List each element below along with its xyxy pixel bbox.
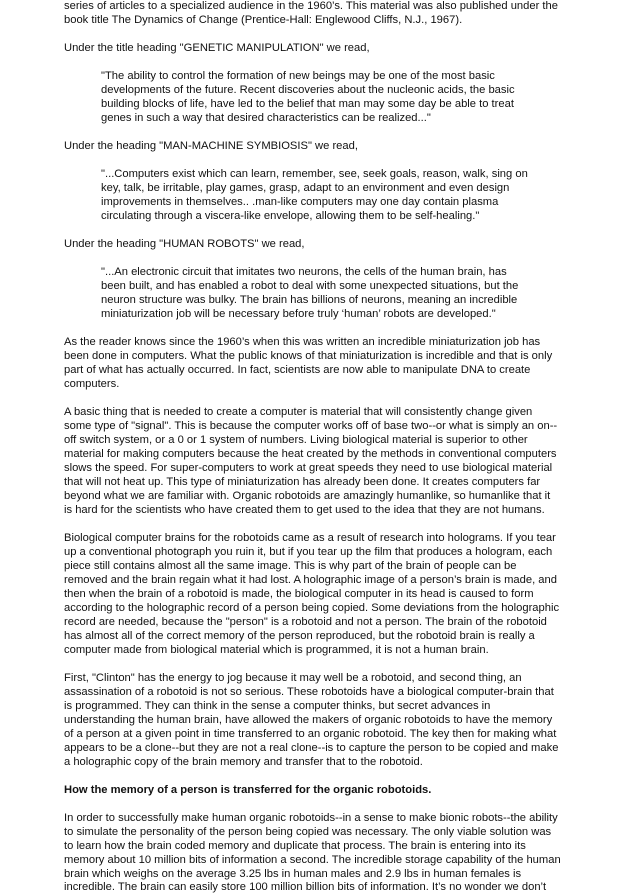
paragraph-line: record are needed, because the "person" is a robotoid and not a person. The brain of the robotoid <box>64 616 547 628</box>
paragraph-line: appears to be a clone--but they are not a real clone--is to capture the person to be copied and make <box>64 742 559 754</box>
paragraph-line: a holographic copy of the brain memory and transfer that to the robotoid. <box>64 756 423 768</box>
quote-line: developments of the future. Recent discoveries about the nucleonic acids, the basic <box>101 84 515 96</box>
paragraph-line: has almost all of the correct memory of the person reproduced, but the robotoid brain is really a <box>64 630 535 642</box>
paragraph-line: that will not heat up. This type of miniaturization has already been done. It creates computers far <box>64 476 541 488</box>
paragraph-line: memory about 10 million bits of information a second. The incredible storage capability of the human <box>64 854 561 866</box>
paragraph-line: Biological computer brains for the robotoids came as a result of research into holograms. If you tear <box>64 532 556 544</box>
paragraph-line: A basic thing that is needed to create a computer is material that will consistently change given <box>64 406 533 418</box>
quote-line: been built, and has enabled a robot to deal with some unexpected situations, but the <box>101 280 519 292</box>
paragraph-line: material for making computers because the heat created by the methods in conventional computers <box>64 448 557 460</box>
paragraph-line: piece still contains almost all the same image. This is why part of the brain of people can be <box>64 560 517 572</box>
paragraph-line: assassination of a robotoid is not so serious. These robotoids have a biological computer-brain that <box>64 686 554 698</box>
paragraph-line: is hard for the scientists who have created them to get used to the idea that they are not humans. <box>64 504 545 516</box>
paragraph-line: to learn how the brain coded memory and duplicate that process. The brain is entering into its <box>64 840 526 852</box>
paragraph-line: off switch system, or a 0 or 1 system of numbers. Living biological material is superior to other <box>64 434 528 446</box>
paragraph-line: of a person at a given point in time transferred to an organic robotoid. The key then for making what <box>64 728 557 740</box>
paragraph-line: computers. <box>64 378 120 390</box>
quote-line: genes in such a way that desired characteristics can be realized..." <box>101 112 431 124</box>
paragraph-line: then when the brain of a robotoid is made, the biological computer in its head is caused to form <box>64 588 534 600</box>
quote-line: "...Computers exist which can learn, remember, see, seek goals, reason, walk, sing on <box>101 168 528 180</box>
section-heading: How the memory of a person is transferred for the organic robotoids. <box>64 784 432 796</box>
paragraph-line: In order to successfully make human organic robotoids--in a sense to make bionic robots--the ability <box>64 812 558 824</box>
paragraph-line: to simulate the personality of the person being copied was necessary. The only viable solution was <box>64 826 552 838</box>
quote-line: circulating through a viscera-like envelope, allowing them to be self-healing." <box>101 210 480 222</box>
intro-line: series of articles to a specialized audience in the 1960’s. This material was also published under the <box>64 0 558 12</box>
heading-robots: Under the heading "HUMAN ROBOTS" we read, <box>64 238 305 250</box>
quote-line: "The ability to control the formation of new beings may be one of the most basic <box>101 70 495 82</box>
paragraph-line: been done in computers. What the public knows of that miniaturization is incredible and that is only <box>64 350 553 362</box>
heading-genetic: Under the title heading "GENETIC MANIPULATION" we read, <box>64 42 370 54</box>
paragraph-line: some type of "signal". This is because the computer works off of base two--or what is simply an on-- <box>64 420 558 432</box>
quote-line: improvements in themselves.. .man-like computers may one day contain plasma <box>101 196 499 208</box>
quote-line: neuron structure was bulky. The brain has billions of neurons, meaning an incredible <box>101 294 518 306</box>
heading-symbiosis: Under the heading "MAN-MACHINE SYMBIOSIS" we read, <box>64 140 358 152</box>
paragraph-line: brain which weighs on the average 3.25 lbs in human males and 2.9 lbs in human females is <box>64 868 522 880</box>
quote-line: miniaturization job will be necessary before truly ‘human’ robots are developed." <box>101 308 496 320</box>
paragraph-line: slows the speed. For super-computers to work at great speeds they need to use biological material <box>64 462 553 474</box>
intro-line: book title The Dynamics of Change (Prentice-Hall: Englewood Cliffs, N.J., 1967). <box>64 14 463 26</box>
paragraph-line: computer made from biological material which is programmed, it is not a human brain. <box>64 644 489 656</box>
quote-line: key, talk, be irritable, play games, grasp, adapt to an environment and even design <box>101 182 510 194</box>
quote-line: "...An electronic circuit that imitates two neurons, the cells of the human brain, has <box>101 266 507 278</box>
paragraph-line: part of what has actually occurred. In fact, scientists are now able to manipulate DNA to create <box>64 364 531 376</box>
paragraph-line: First, "Clinton" has the energy to jog because it may well be a robotoid, and second thing, an <box>64 672 522 684</box>
paragraph-line: is programmed. They can think in the sense a computer thinks, but secret advances in <box>64 700 491 712</box>
paragraph-line: As the reader knows since the 1960’s when this was written an incredible miniaturization job has <box>64 336 541 348</box>
paragraph-line: according to the holographic record of a person being copied. Some deviations from the holographic <box>64 602 560 614</box>
paragraph-line: beyond what we are familiar with. Organic robotoids are amazingly humanlike, so humanlike that it <box>64 490 551 502</box>
paragraph-line: understanding the human brain, have allowed the makers of organic robotoids to have the memory <box>64 714 553 726</box>
paragraph-line: incredible. The brain can easily store 100 million billion bits of information. It’s no wonder we don’t <box>64 881 547 893</box>
quote-line: building blocks of life, have led to the belief that man may some day be able to treat <box>101 98 514 110</box>
paragraph-line: up a conventional photograph you ruin it, but if you tear up the film that produces a hologram, each <box>64 546 553 558</box>
paragraph-line: removed and the brain regain what it had lost. A holographic image of a person’s brain is made, and <box>64 574 557 586</box>
